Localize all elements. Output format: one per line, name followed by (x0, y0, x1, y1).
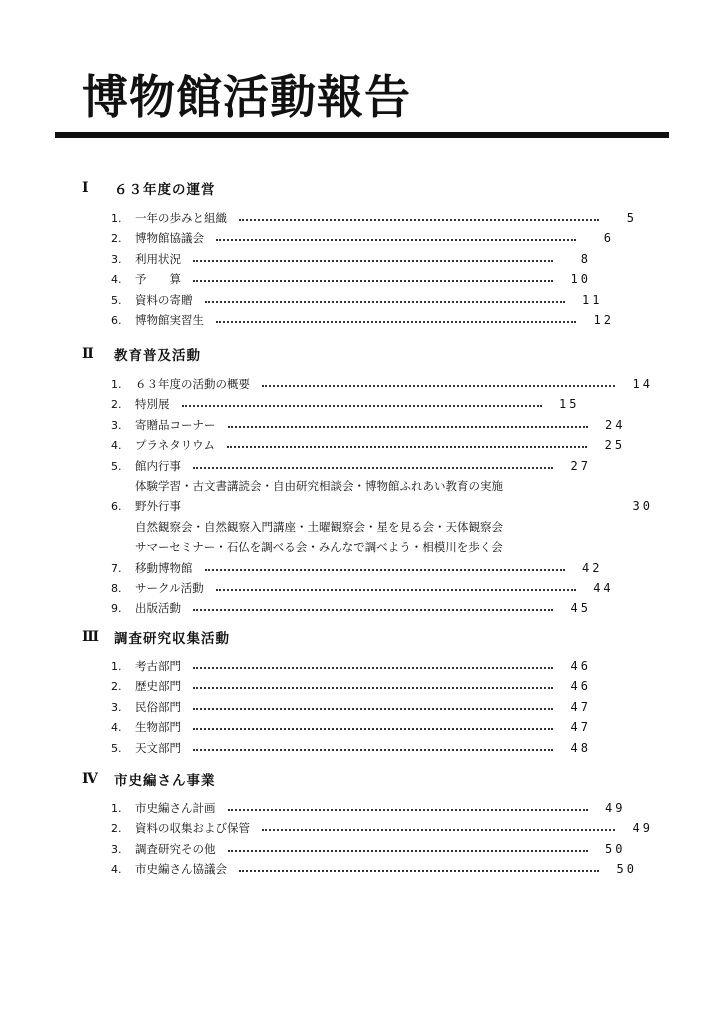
entry-label: 博物館実習生 (135, 313, 204, 327)
page-title: 博物館活動報告 (82, 70, 411, 124)
dot-leader (262, 828, 615, 831)
entry-label: 天文部門 (135, 741, 181, 755)
entry-label: 特別展 (135, 397, 170, 411)
entry-page-number: 44 (593, 581, 614, 595)
section-title: 市史編さん事業 (114, 773, 216, 789)
entry-page-number: 8 (580, 252, 591, 266)
toc-entry[interactable] (111, 416, 653, 434)
section-numeral: Ⅰ (82, 180, 89, 196)
entry-number: 5. (111, 741, 122, 755)
entry-number: 3. (111, 700, 122, 714)
entry-number: 4. (111, 272, 122, 286)
toc-entry[interactable] (111, 250, 653, 268)
entry-page-number: 47 (570, 720, 591, 734)
entry-label: サークル活動 (135, 581, 204, 595)
entry-number: 2. (111, 821, 122, 835)
toc-entry[interactable] (111, 819, 653, 837)
section-heading (82, 177, 216, 199)
entry-label: 利用状況 (135, 252, 181, 266)
toc-entry[interactable] (111, 270, 653, 288)
dot-leader (193, 666, 553, 669)
section-title: ６３年度の運営 (114, 182, 216, 198)
entry-page-number: 11 (582, 293, 603, 307)
dot-leader (239, 218, 599, 221)
dot-leader (216, 238, 576, 241)
entry-page-number: 49 (605, 801, 626, 815)
entry-number: 6. (111, 499, 122, 513)
dot-leader (205, 568, 565, 571)
dot-leader (193, 279, 553, 282)
dot-leader (239, 869, 599, 872)
entry-page-number: 49 (632, 821, 653, 835)
entry-number: 5. (111, 459, 122, 473)
dot-leader (227, 445, 587, 448)
toc-entry[interactable] (111, 229, 653, 247)
entry-label: 市史編さん協議会 (135, 862, 227, 876)
dot-leader (182, 404, 542, 407)
entry-page-number: 48 (570, 741, 591, 755)
toc-entry[interactable] (111, 457, 653, 475)
entry-page-number: 27 (570, 459, 591, 473)
entry-page-number: 24 (605, 418, 626, 432)
entry-page-number: 25 (604, 438, 626, 452)
entry-number: 4. (111, 862, 122, 876)
section-title: 調査研究収集活動 (114, 631, 230, 647)
dot-leader (193, 608, 553, 611)
dot-leader (193, 466, 553, 469)
toc-entry[interactable] (111, 497, 653, 515)
dot-leader (216, 588, 576, 591)
entry-page-number: 46 (570, 659, 591, 673)
dot-leader (228, 425, 588, 428)
entry-page-number: 46 (570, 679, 591, 693)
dot-leader (193, 259, 553, 262)
entry-page-number: 12 (593, 313, 614, 327)
toc-entry[interactable] (111, 291, 653, 309)
entry-page-number: 5 (626, 211, 637, 225)
entry-subtopics: サマーセミナー・石仏を調べる会・みんなで調べよう・相模川を歩く会 (135, 540, 503, 554)
entry-page-number: 45 (570, 601, 591, 615)
entry-number: 5. (111, 293, 122, 307)
entry-label: 資料の収集および保管 (135, 821, 250, 835)
entry-number: 8. (111, 581, 122, 595)
section-heading (82, 768, 216, 790)
entry-label: 予 算 (135, 272, 181, 286)
entry-label: 一年の歩みと組織 (135, 211, 227, 225)
entry-label: 考古部門 (135, 659, 181, 673)
section-numeral: Ⅳ (82, 771, 98, 787)
dot-leader (193, 686, 553, 689)
dot-leader (228, 808, 588, 811)
toc-entry[interactable] (111, 209, 653, 227)
entry-label: 生物部門 (135, 720, 181, 734)
entry-page-number: 10 (570, 272, 591, 286)
entry-label: ６３年度の活動の概要 (135, 377, 250, 391)
entry-label: 寄贈品コーナー (135, 418, 216, 432)
dot-leader (216, 320, 576, 323)
dot-leader (205, 300, 565, 303)
section-heading (82, 626, 230, 648)
section-heading (82, 343, 201, 365)
entry-number: 3. (111, 418, 122, 432)
entry-label: プラネタリウム (135, 438, 216, 452)
toc-entry[interactable] (111, 599, 653, 617)
entry-number: 2. (111, 679, 122, 693)
entry-number: 4. (111, 720, 122, 734)
entry-subtopics: 体験学習・古文書講読会・自由研究相談会・博物館ふれあい教育の実施 (135, 479, 503, 493)
entry-page-number: 42 (582, 561, 603, 575)
section-numeral: Ⅲ (82, 629, 100, 645)
entry-page-number: 15 (559, 397, 580, 411)
entry-label: 移動博物館 (135, 561, 193, 575)
toc-entry[interactable] (111, 698, 653, 716)
section-title: 教育普及活動 (114, 348, 201, 364)
toc-entry[interactable] (111, 559, 653, 577)
entry-number: 2. (111, 231, 122, 245)
entry-number: 1. (111, 211, 122, 225)
toc-entry[interactable] (111, 657, 653, 675)
entry-number: 3. (111, 842, 122, 856)
toc-entry[interactable] (111, 579, 653, 597)
dot-leader (193, 748, 553, 751)
entry-label: 博物館協議会 (135, 231, 204, 245)
toc-entry[interactable] (111, 739, 653, 757)
entry-label: 資料の寄贈 (135, 293, 193, 307)
entry-number: 1. (111, 377, 122, 391)
entry-label: 館内行事 (135, 459, 181, 473)
toc-entry[interactable] (111, 436, 653, 454)
entry-label: 歴史部門 (135, 679, 181, 693)
toc-entry[interactable] (111, 311, 653, 329)
toc-entry[interactable] (111, 718, 653, 736)
entry-subtopics: 自然観察会・自然観察入門講座・土曜観察会・星を見る会・天体観察会 (135, 520, 503, 534)
entry-number: 6. (111, 313, 122, 327)
dot-leader (262, 384, 615, 387)
entry-label: 民俗部門 (135, 700, 181, 714)
entry-label: 市史編さん計画 (135, 801, 216, 815)
entry-page-number: 14 (632, 377, 653, 391)
toc-entry[interactable] (111, 840, 653, 858)
entry-number: 1. (111, 801, 122, 815)
entry-number: 1. (111, 659, 122, 673)
entry-label: 調査研究その他 (135, 842, 216, 856)
toc-entry[interactable] (111, 799, 653, 817)
entry-label: 野外行事 (135, 499, 181, 513)
toc-entry[interactable] (111, 375, 653, 393)
dot-leader (228, 849, 588, 852)
dot-leader (193, 707, 553, 710)
entry-label: 出版活動 (135, 601, 181, 615)
toc-entry[interactable] (111, 860, 653, 878)
entry-number: 2. (111, 397, 122, 411)
entry-page-number: 50 (605, 842, 626, 856)
entry-page-number: 50 (616, 862, 637, 876)
entry-number: 4. (111, 438, 122, 452)
dot-leader (193, 727, 553, 730)
entry-number: 9. (111, 601, 122, 615)
toc-entry[interactable] (111, 677, 653, 695)
entry-page-number: 6 (603, 231, 614, 245)
entry-number: 3. (111, 252, 122, 266)
entry-page-number: 30 (632, 499, 653, 513)
toc-entry[interactable] (111, 395, 653, 413)
entry-page-number: 47 (570, 700, 591, 714)
section-numeral: Ⅱ (82, 346, 94, 362)
entry-number: 7. (111, 561, 122, 575)
